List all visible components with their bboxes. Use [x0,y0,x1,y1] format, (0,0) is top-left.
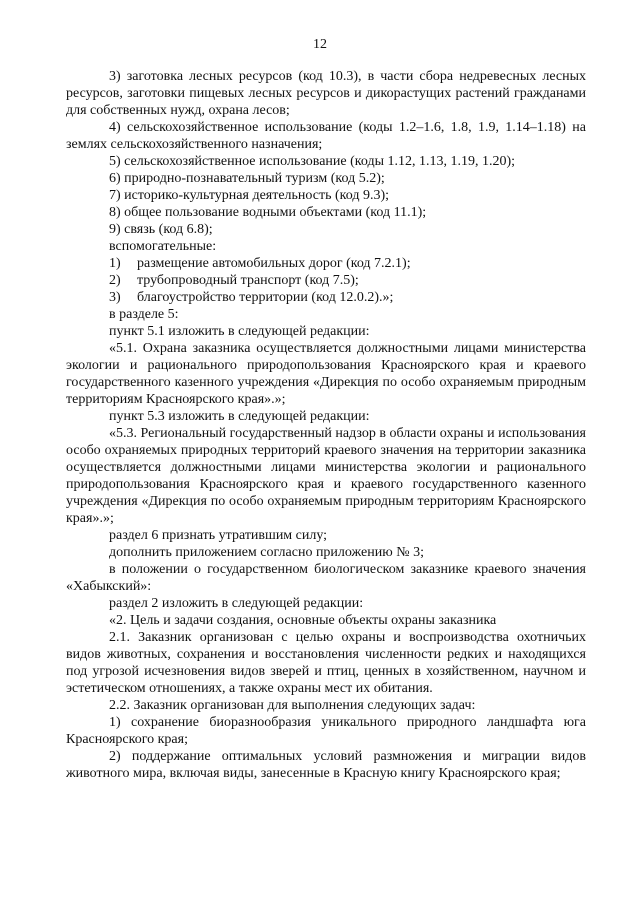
list-item-3: 3) заготовка лесных ресурсов (код 10.3), в части сбора недревесных лесных ресурсов, заготовки пищевых лесных ресурсов и дикорастущих растений гражданами для собственных нужд, охрана лесов; [66,69,586,118]
task-1: 1) сохранение биоразнообразия уникального природного ландшафта юга Красноярского края; [66,715,586,747]
list-item-5: 5) сельскохозяйственное использование (коды 1.12, 1.13, 1.19, 1.20); [109,154,516,169]
khabyksky-regulation-intro: в положении о государственном биологическом заказнике краевого значения «Хабыкский»: [66,562,586,594]
section-2-intro: раздел 2 изложить в следующей редакции: [109,596,364,611]
section-2-heading: «2. Цель и задачи создания, основные объекты охраны заказника [109,613,497,628]
auxiliary-item-number: 3) [109,290,121,305]
document-body [66,68,586,782]
section-6-repeal: раздел 6 признать утратившим силу; [109,528,328,543]
auxiliary-item-text: благоустройство территории (код 12.0.2).»; [137,290,394,305]
auxiliary-heading: вспомогательные: [109,239,217,254]
point-5-1-text: «5.1. Охрана заказника осуществляется должностными лицами министерства экологии и рационального природопользования Красноярского края и краевого государственного казенного учреждения «Дирекция по особо охраняемым природным территориям Красноярского края».»; [66,341,586,407]
auxiliary-item-2 [66,272,586,289]
point-5-3-text: «5.3. Региональный государственный надзор в области охраны и использования особо охраняемых природных территорий краевого значения на территории заказника осуществляется должностными лицами министерства экологии и рационального природопользования Красноярского края и краевого государственного казенного учреждения «Дирекция по особо охраняемым природным территориям Красноярского края».»; [66,426,586,526]
point-2-1-text: 2.1. Заказник организован с целью охраны и воспроизводства охотничьих видов животных, сохранения и восстановления численности редких и находящихся под угрозой исчезновения видов зверей и птиц, ценных в хозяйственном, научном и эстетическом отношениях, а также охраны мест их обитания. [66,630,586,696]
point-2-2-text: 2.2. Заказник организован для выполнения следующих задач: [109,698,476,713]
list-item-7: 7) историко-культурная деятельность (код 9.3); [109,188,390,203]
task-2: 2) поддержание оптимальных условий размножения и миграции видов животного мира, включая виды, занесенные в Красную книгу Красноярского края; [66,749,586,781]
auxiliary-item-number: 1) [109,256,121,271]
list-item-4: 4) сельскохозяйственное использование (коды 1.2–1.6, 1.8, 1.9, 1.14–1.18) на землях сельскохозяйственного назначения; [66,120,586,152]
list-item-9: 9) связь (код 6.8); [109,222,213,237]
page-number: 12 [313,37,327,52]
point-5-1-intro: пункт 5.1 изложить в следующей редакции: [109,324,370,339]
list-item-6: 6) природно-познавательный туризм (код 5.2); [109,171,385,186]
auxiliary-item-number: 2) [109,273,121,288]
list-item-8: 8) общее пользование водными объектами (код 11.1); [109,205,427,220]
auxiliary-item-text: размещение автомобильных дорог (код 7.2.1); [137,256,411,271]
auxiliary-item-1 [66,255,586,272]
auxiliary-item-text: трубопроводный транспорт (код 7.5); [137,273,359,288]
point-5-3-intro: пункт 5.3 изложить в следующей редакции: [109,409,370,424]
appendix-3-addition: дополнить приложением согласно приложению № 3; [109,545,424,560]
section-5-intro: в разделе 5: [109,307,179,322]
auxiliary-item-3 [66,289,586,306]
